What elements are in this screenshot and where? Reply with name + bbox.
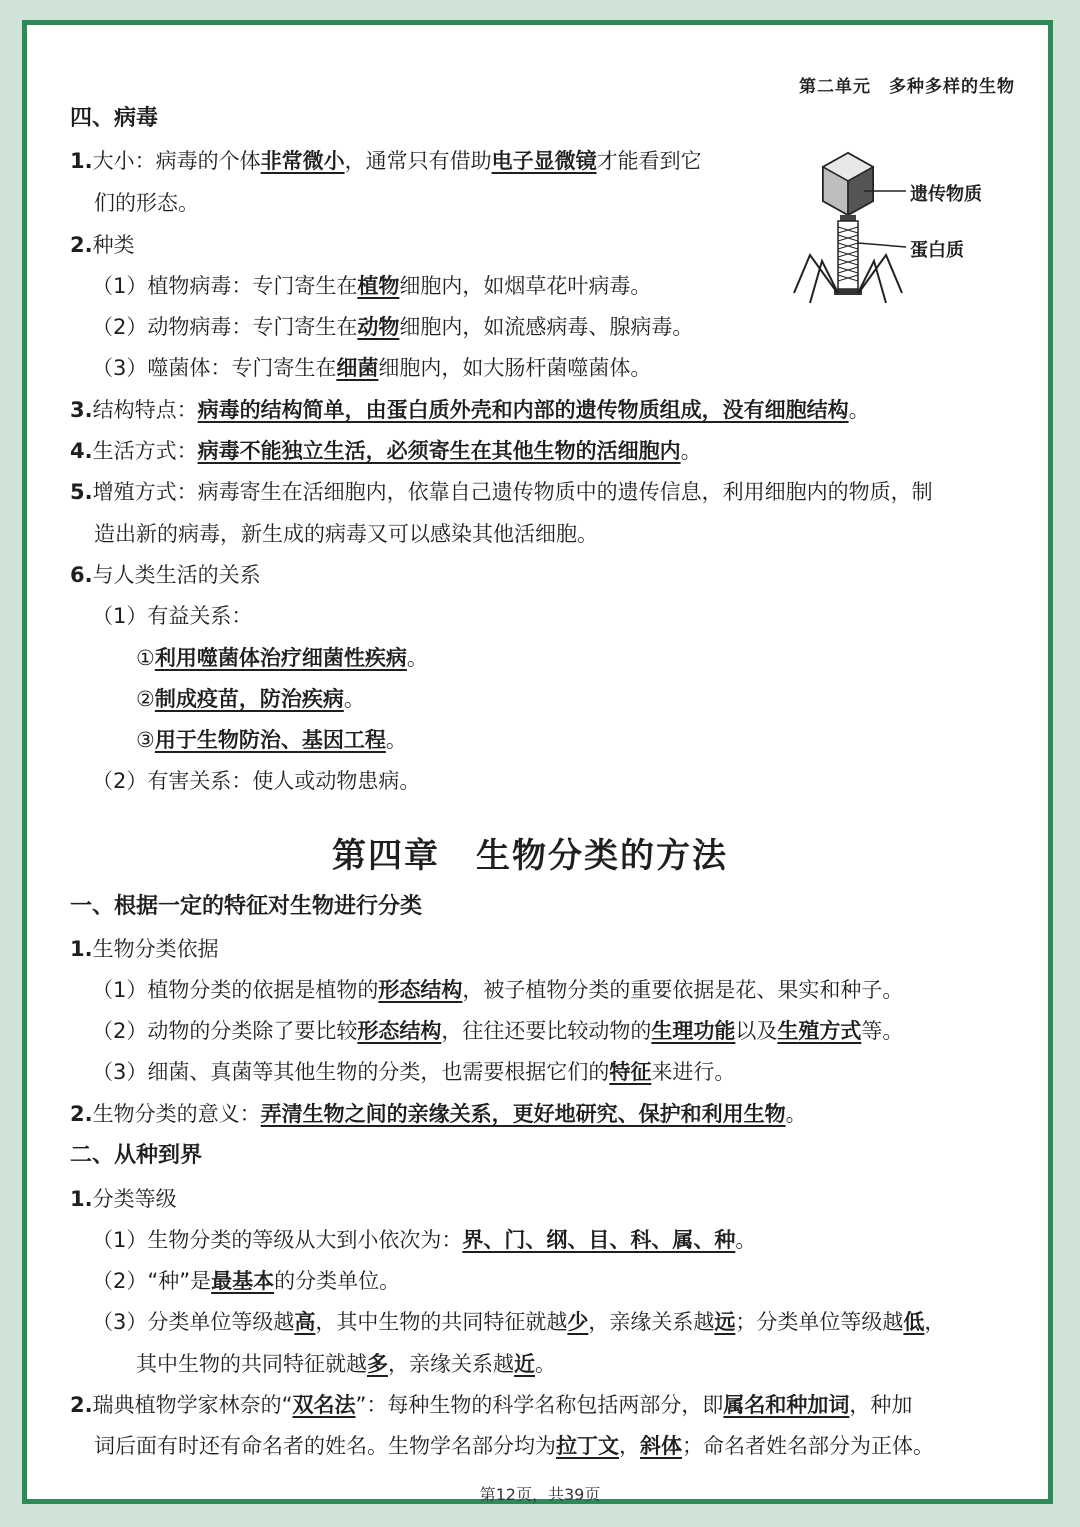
text: （2）“种”是	[92, 1269, 212, 1293]
key-term: 形态结构	[378, 978, 463, 1002]
classify-basis-heading	[70, 934, 219, 964]
text: ；命名者姓名部分为正体。	[682, 1434, 934, 1458]
virus-harmful: （2）有害关系：使人或动物患病。	[92, 769, 421, 793]
text: 以及	[735, 1019, 778, 1043]
item-number: 2.	[70, 233, 93, 257]
key-term: 生殖方式	[777, 1019, 862, 1043]
classify-basis-animal	[92, 1016, 903, 1046]
virus-reproduction-line1	[70, 477, 933, 507]
key-term: 细菌	[336, 356, 379, 380]
bacteriophage-illustration	[788, 143, 993, 308]
benefit-item	[136, 643, 428, 673]
key-term: 近	[514, 1352, 535, 1376]
text: 等。	[861, 1019, 904, 1043]
ranks-relation-line2	[136, 1349, 556, 1379]
virus-beneficial: （1）有益关系：	[92, 604, 253, 628]
text: 。	[343, 687, 365, 711]
key-term: 生理功能	[651, 1019, 736, 1043]
item-number: 2.	[70, 1393, 93, 1417]
virus-diagram	[788, 143, 993, 312]
key-term: 电子显微镜	[491, 149, 597, 173]
ranks-relation-line1	[92, 1307, 945, 1337]
text: 种类	[92, 233, 135, 257]
text: ，往往还要比较动物的	[441, 1019, 652, 1043]
key-term: 低	[903, 1310, 925, 1334]
text: ，	[619, 1434, 640, 1458]
text: 词后面有时还有命名者的姓名。生物学名部分均为	[94, 1434, 556, 1458]
text: ③	[136, 728, 155, 752]
key-term: 植物	[357, 274, 400, 298]
key-term: 拉丁文	[556, 1434, 619, 1458]
key-term: 制成疫苗，防治疾病	[154, 687, 344, 711]
item-number: 1.	[70, 149, 93, 173]
key-term: 少	[567, 1310, 589, 1334]
item-number: 3.	[70, 398, 93, 422]
key-term: 斜体	[640, 1434, 682, 1458]
benefit-item	[136, 725, 407, 755]
chapter-title: 第四章 生物分类的方法	[332, 836, 728, 876]
binomial-line1	[70, 1390, 912, 1420]
text: （3）分类单位等级越	[92, 1310, 295, 1334]
key-term: 动物	[357, 315, 400, 339]
text: 生物分类依据	[92, 937, 219, 961]
virus-size-line2: 们的形态。	[94, 191, 199, 215]
text: 的分类单位。	[274, 1269, 401, 1293]
ranks-species	[92, 1266, 400, 1296]
text: 增殖方式：病毒寄生在活细胞内，依靠自己遗传物质中的遗传信息，利用细胞内的物质，制	[92, 480, 933, 504]
text: 细胞内，如流感病毒、腺病毒。	[399, 315, 694, 339]
text: （1）生物分类的等级从大到小依次为：	[92, 1228, 463, 1252]
key-term: 病毒不能独立生活，必须寄生在其他生物的活细胞内	[197, 439, 681, 463]
text: 。	[535, 1352, 556, 1376]
text: 结构特点：	[92, 398, 198, 422]
text: ②	[136, 687, 155, 711]
text: 瑞典植物学家林奈的“	[92, 1393, 293, 1417]
key-term: 利用噬菌体治疗细菌性疾病	[154, 646, 407, 670]
key-term: 属名和种加词	[723, 1393, 850, 1417]
text: 其中生物的共同特征就越	[136, 1352, 367, 1376]
item-number: 6.	[70, 563, 93, 587]
classify-basis-plant	[92, 975, 903, 1005]
binomial-line2	[94, 1431, 934, 1461]
key-term: 双名法	[292, 1393, 356, 1417]
key-term: 非常微小	[260, 149, 345, 173]
text: ①	[136, 646, 155, 670]
key-term: 弄清生物之间的亲缘关系，更好地研究、保护和利用生物	[260, 1102, 786, 1126]
text: （2）动物病毒：专门寄生在	[92, 315, 358, 339]
item-number: 2.	[70, 1102, 93, 1126]
virus-type-phage	[92, 353, 651, 383]
virus-type-plant	[92, 271, 651, 301]
virus-types-heading	[70, 230, 135, 260]
text: （2）动物的分类除了要比较	[92, 1019, 358, 1043]
text: ，亲缘关系越	[388, 1352, 514, 1376]
text: （1）植物病毒：专门寄生在	[92, 274, 358, 298]
label-genetic-material: 遗传物质	[910, 184, 982, 205]
key-term: 高	[294, 1310, 316, 1334]
text: 。	[406, 646, 428, 670]
key-term: 病毒的结构简单，由蛋白质外壳和内部的遗传物质组成，没有细胞结构	[197, 398, 849, 422]
item-number: 1.	[70, 1187, 93, 1211]
text: ，其中生物的共同特征就越	[315, 1310, 568, 1334]
virus-reproduction-line2: 造出新的病毒，新生成的病毒又可以感染其他活细胞。	[94, 522, 598, 546]
text: ，种加	[849, 1393, 913, 1417]
section-title-virus: 四、病毒	[70, 106, 159, 131]
key-term: 界、门、纲、目、科、属、种	[462, 1228, 736, 1252]
key-term: 特征	[609, 1060, 652, 1084]
item-number: 1.	[70, 937, 93, 961]
classify-basis-other	[92, 1057, 735, 1087]
key-term: 最基本	[211, 1269, 275, 1293]
ranks-heading	[70, 1184, 177, 1214]
text: 。	[848, 398, 870, 422]
virus-lifestyle	[70, 436, 702, 466]
text: ，被子植物分类的重要依据是花、果实和种子。	[462, 978, 904, 1002]
text: 大小：病毒的个体	[92, 149, 261, 173]
label-protein: 蛋白质	[910, 240, 964, 261]
virus-relation-heading	[70, 560, 261, 590]
text: 生物分类的意义：	[92, 1102, 261, 1126]
key-term: 用于生物防治、基因工程	[154, 728, 386, 752]
text: 生活方式：	[92, 439, 198, 463]
ranks-order	[92, 1225, 756, 1255]
item-number: 5.	[70, 480, 93, 504]
benefit-item	[136, 684, 365, 714]
text: 分类等级	[92, 1187, 177, 1211]
text: 。	[385, 728, 407, 752]
text: 细胞内，如大肠杆菌噬菌体。	[378, 356, 652, 380]
text: ，	[924, 1310, 946, 1334]
text: 才能看到它	[596, 149, 702, 173]
text: 。	[785, 1102, 807, 1126]
text: 。	[735, 1228, 757, 1252]
virus-type-animal	[92, 312, 693, 342]
classify-meaning	[70, 1099, 807, 1129]
text: 与人类生活的关系	[92, 563, 261, 587]
unit-header: 第二单元 多种多样的生物	[799, 77, 1015, 97]
virus-size-line1	[70, 146, 702, 176]
text: ；分类单位等级越	[735, 1310, 904, 1334]
section-title-ranks: 二、从种到界	[70, 1143, 203, 1168]
key-term: 形态结构	[357, 1019, 442, 1043]
page-number: 第12页，共39页	[479, 1485, 601, 1504]
virus-structure	[70, 395, 870, 425]
text: 细胞内，如烟草花叶病毒。	[399, 274, 652, 298]
text: ”：每种生物的科学名称包括两部分，即	[355, 1393, 724, 1417]
key-term: 多	[367, 1352, 388, 1376]
item-number: 4.	[70, 439, 93, 463]
text: （3）细菌、真菌等其他生物的分类，也需要根据它们的	[92, 1060, 610, 1084]
section-title-classify: 一、根据一定的特征对生物进行分类	[70, 894, 423, 919]
key-term: 远	[714, 1310, 736, 1334]
text: （3）噬菌体：专门寄生在	[92, 356, 337, 380]
text: （1）植物分类的依据是植物的	[92, 978, 379, 1002]
text: ，亲缘关系越	[588, 1310, 715, 1334]
text: ，通常只有借助	[344, 149, 492, 173]
text: 来进行。	[651, 1060, 736, 1084]
text: 。	[680, 439, 702, 463]
